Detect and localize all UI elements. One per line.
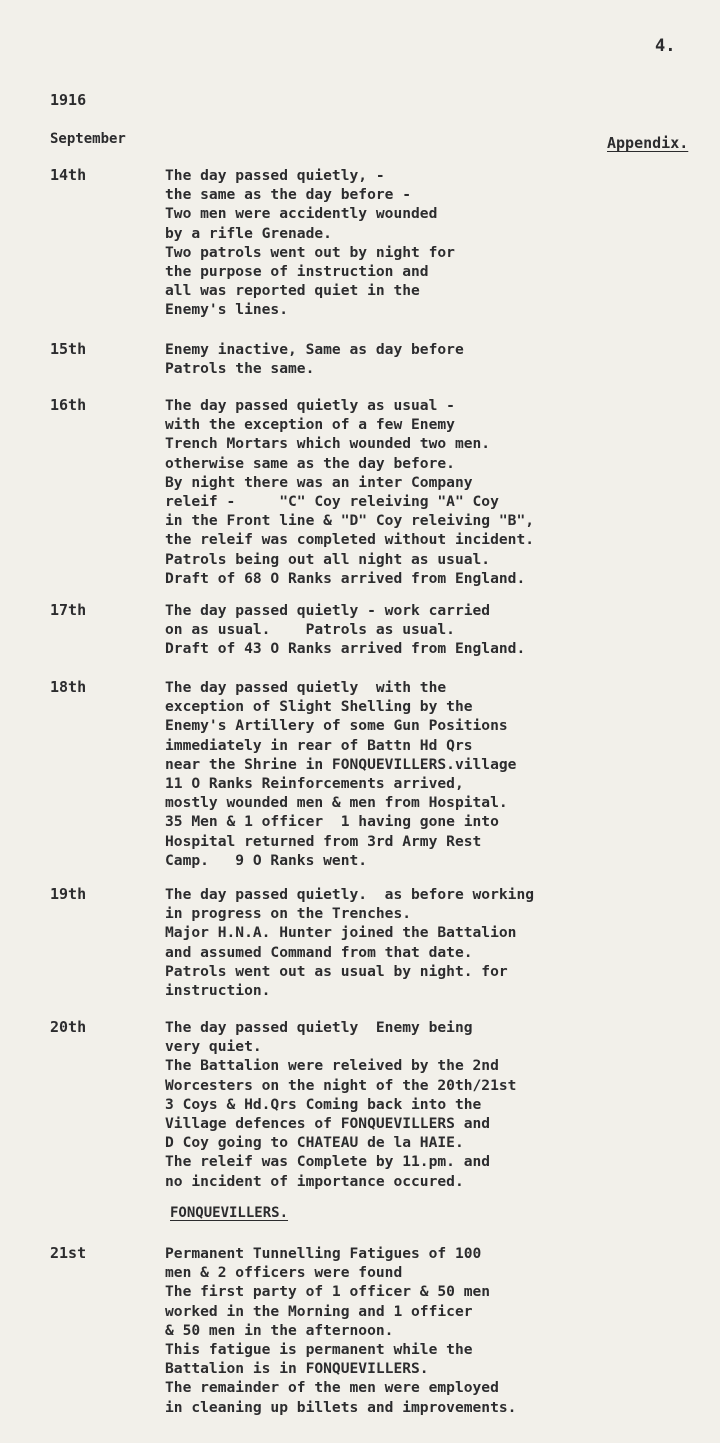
entry-line: and assumed Command from that date. <box>165 943 473 961</box>
entry-date: 19th <box>50 885 87 903</box>
entry-line: exception of Slight Shelling by the <box>165 698 473 716</box>
entry-line: Patrols went out as usual by night. for <box>165 962 508 980</box>
entry-line: 11 O Ranks Reinforcements arrived, <box>165 774 464 792</box>
entry-line: men & 2 officers were found <box>165 1264 403 1282</box>
entry-date: 20th <box>50 1018 87 1036</box>
year-label: 1916 <box>50 91 87 109</box>
entry-line: The day passed quietly as usual - <box>165 397 455 414</box>
entry-line: Village defences of FONQUEVILLERS and <box>165 1114 491 1132</box>
entry-line: worked in the Morning and 1 officer <box>165 1302 473 1320</box>
entry-line: Patrols the same. <box>165 360 315 378</box>
entry-line: D Coy going to CHATEAU de la HAIE. <box>165 1134 464 1152</box>
entry-line: with the exception of a few Enemy <box>165 416 455 434</box>
entry-line: Worcesters on the night of the 20th/21st <box>165 1076 517 1094</box>
entry-line: Enemy inactive, Same as day before <box>165 341 464 358</box>
entry-text <box>165 340 464 378</box>
entry-line: the same as the day before - <box>165 186 412 204</box>
entry-line: & 50 men in the afternoon. <box>165 1321 394 1339</box>
entry-date: 21st <box>50 1244 87 1262</box>
entry-text <box>165 678 516 870</box>
entry-line: by a rifle Grenade. <box>165 224 332 242</box>
entry-text <box>165 1244 516 1417</box>
entry-line: mostly wounded men & men from Hospital. <box>165 794 508 812</box>
page-number: 4. <box>655 36 676 56</box>
entry-line: Permanent Tunnelling Fatigues of 100 <box>165 1245 482 1262</box>
entry-line: in the Front line & "D" Coy releiving "B", <box>165 512 535 530</box>
entry-line: the purpose of instruction and <box>165 262 429 280</box>
entry-line: Battalion is in FONQUEVILLERS. <box>165 1360 429 1378</box>
entry-line: Enemy's lines. <box>165 301 289 319</box>
entry-line: The releif was Complete by 11.pm. and <box>165 1153 491 1171</box>
entry-line: instruction. <box>165 981 271 999</box>
entry-line: By night there was an inter Company <box>165 473 473 491</box>
entry-date: 16th <box>50 396 87 414</box>
entry-line: The day passed quietly, - <box>165 167 385 184</box>
entry-text <box>165 601 525 659</box>
entry-line: The first party of 1 officer & 50 men <box>165 1283 491 1301</box>
entry-text <box>165 396 534 588</box>
entry-line: Camp. 9 O Ranks went. <box>165 851 368 869</box>
entry-line: in cleaning up billets and improvements. <box>165 1398 517 1416</box>
entry-line: The day passed quietly with the <box>165 679 447 696</box>
entry-text <box>165 166 455 320</box>
entry-line: Draft of 43 O Ranks arrived from England. <box>165 640 526 658</box>
entry-line: Enemy's Artillery of some Gun Positions <box>165 717 508 735</box>
entry-line: very quiet. <box>165 1038 262 1056</box>
entry-line: all was reported quiet in the <box>165 282 420 300</box>
entry-line: The Battalion were releived by the 2nd <box>165 1057 499 1075</box>
entry-line: The remainder of the men were employed <box>165 1379 499 1397</box>
entry-line: Draft of 68 O Ranks arrived from England. <box>165 569 526 587</box>
entry-line: Hospital returned from 3rd Army Rest <box>165 832 482 850</box>
entry-text <box>165 1018 516 1191</box>
entry-date: 15th <box>50 340 87 358</box>
entry-date: 14th <box>50 166 87 184</box>
entry-line: The day passed quietly - work carried <box>165 602 491 619</box>
entry-line: Trench Mortars which wounded two men. <box>165 435 491 453</box>
month-label: September <box>50 131 126 147</box>
entry-line: on as usual. Patrols as usual. <box>165 621 455 639</box>
entry-line: the releif was completed without incident. <box>165 531 535 549</box>
entry-line: Two patrols went out by night for <box>165 243 455 261</box>
entry-line: near the Shrine in FONQUEVILLERS.village <box>165 755 517 773</box>
entry-line: Two men were accidently wounded <box>165 205 438 223</box>
entry-line: This fatigue is permanent while the <box>165 1340 473 1358</box>
entry-line: Patrols being out all night as usual. <box>165 550 491 568</box>
entry-date: 18th <box>50 678 87 696</box>
entry-line: Major H.N.A. Hunter joined the Battalion <box>165 924 517 942</box>
entry-line: The day passed quietly. as before working <box>165 886 535 903</box>
entry-text <box>165 885 534 1000</box>
entry-line: immediately in rear of Battn Hd Qrs <box>165 736 473 754</box>
entry-line: 35 Men & 1 officer 1 having gone into <box>165 813 499 831</box>
entry-line: 3 Coys & Hd.Qrs Coming back into the <box>165 1095 482 1113</box>
entry-date: 17th <box>50 601 87 619</box>
appendix-link: Appendix. <box>607 134 689 152</box>
entry-line: releif - "C" Coy releiving "A" Coy <box>165 492 499 510</box>
location-heading: FONQUEVILLERS. <box>170 1205 289 1221</box>
entry-line: The day passed quietly Enemy being <box>165 1019 473 1036</box>
entry-line: otherwise same as the day before. <box>165 454 455 472</box>
entry-line: in progress on the Trenches. <box>165 905 412 923</box>
entry-line: no incident of importance occured. <box>165 1172 464 1190</box>
